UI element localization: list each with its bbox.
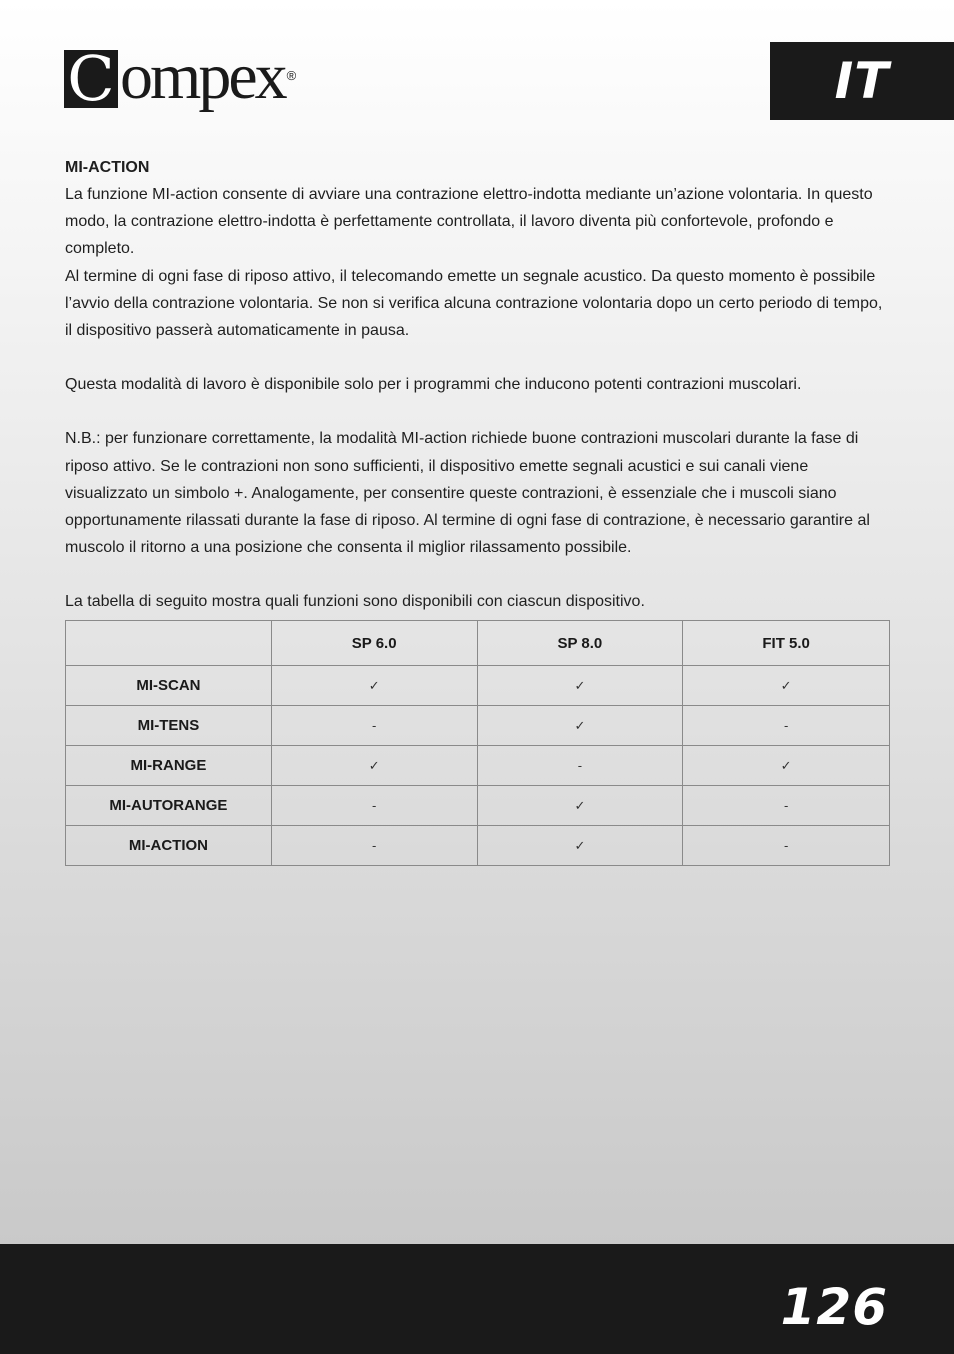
paragraph-table-intro: La tabella di seguito mostra quali funzioni sono disponibili con ciascun dispositivo. bbox=[65, 593, 645, 611]
table-row bbox=[66, 746, 890, 786]
table-cell: - bbox=[271, 826, 477, 866]
compex-logo bbox=[64, 40, 297, 118]
table-cell: - bbox=[683, 826, 890, 866]
row-label: MI-SCAN bbox=[66, 666, 272, 706]
logo-letter-c: C bbox=[64, 50, 118, 108]
table-cell: ✓ bbox=[683, 666, 890, 706]
table-header-cell: SP 8.0 bbox=[477, 621, 683, 666]
table-cell: ✓ bbox=[477, 826, 683, 866]
table-cell: ✓ bbox=[477, 706, 683, 746]
table-row bbox=[66, 706, 890, 746]
table-header-cell bbox=[66, 621, 272, 666]
section-title: MI-ACTION bbox=[65, 159, 150, 176]
table-cell: ✓ bbox=[683, 746, 890, 786]
row-label: MI-TENS bbox=[66, 706, 272, 746]
table-cell: ✓ bbox=[271, 666, 477, 706]
table-cell: - bbox=[683, 706, 890, 746]
table-header-row bbox=[66, 621, 890, 666]
row-label: MI-RANGE bbox=[66, 746, 272, 786]
table-cell: - bbox=[683, 786, 890, 826]
logo-wordmark: ompex bbox=[120, 40, 285, 113]
page-content bbox=[65, 154, 890, 616]
table-cell: - bbox=[271, 706, 477, 746]
row-label: MI-AUTORANGE bbox=[66, 786, 272, 826]
row-label: MI-ACTION bbox=[66, 826, 272, 866]
paragraph-gap bbox=[65, 344, 890, 371]
table-cell: - bbox=[271, 786, 477, 826]
table-header-cell: SP 6.0 bbox=[271, 621, 477, 666]
paragraph-availability: Questa modalità di lavoro è disponibile solo per i programmi che inducono potenti contrazioni muscolari. bbox=[65, 376, 802, 394]
table-row bbox=[66, 826, 890, 866]
table-cell: - bbox=[477, 746, 683, 786]
feature-table bbox=[65, 620, 890, 866]
registered-mark: ® bbox=[286, 68, 297, 83]
table-row bbox=[66, 786, 890, 826]
table-row bbox=[66, 666, 890, 706]
table-cell: ✓ bbox=[477, 786, 683, 826]
table-cell: ✓ bbox=[477, 666, 683, 706]
page-number: 126 bbox=[780, 1278, 888, 1336]
paragraph-gap bbox=[65, 561, 890, 588]
paragraph-signal: Al termine di ogni fase di riposo attivo, il telecomando emette un segnale acustico. Da questo momento è possibile l’avvio della contrazione volontaria. Se non si verifica alcuna contrazione volontaria dopo un certo periodo di tempo, il dispositivo passerà automaticamente in pausa. bbox=[65, 267, 883, 340]
table-header-cell: FIT 5.0 bbox=[683, 621, 890, 666]
language-tab: IT bbox=[770, 42, 954, 120]
paragraph-intro: La funzione MI-action consente di avviare una contrazione elettro-indotta mediante un’azione volontaria. In questo modo, la contrazione elettro-indotta è perfettamente controllata, il lavoro diventa più confortevole, profondo e completo. bbox=[65, 186, 873, 258]
paragraph-note: N.B.: per funzionare correttamente, la modalità MI-action richiede buone contrazioni muscolari durante la fase di riposo attivo. Se le contrazioni non sono sufficienti, il dispositivo emette segnali acustici e sui canali viene visualizzato un simbolo +. Analogamente, per consentire queste contrazioni, è essenziale che i muscoli siano opportunamente rilassati durante la fase di riposo. Al termine di ogni fase di contrazione, è necessario garantire al muscolo il ritorno a una posizione che consenta il miglior rilassamento possibile. bbox=[65, 430, 870, 557]
paragraph-gap bbox=[65, 398, 890, 425]
table-cell: ✓ bbox=[271, 746, 477, 786]
